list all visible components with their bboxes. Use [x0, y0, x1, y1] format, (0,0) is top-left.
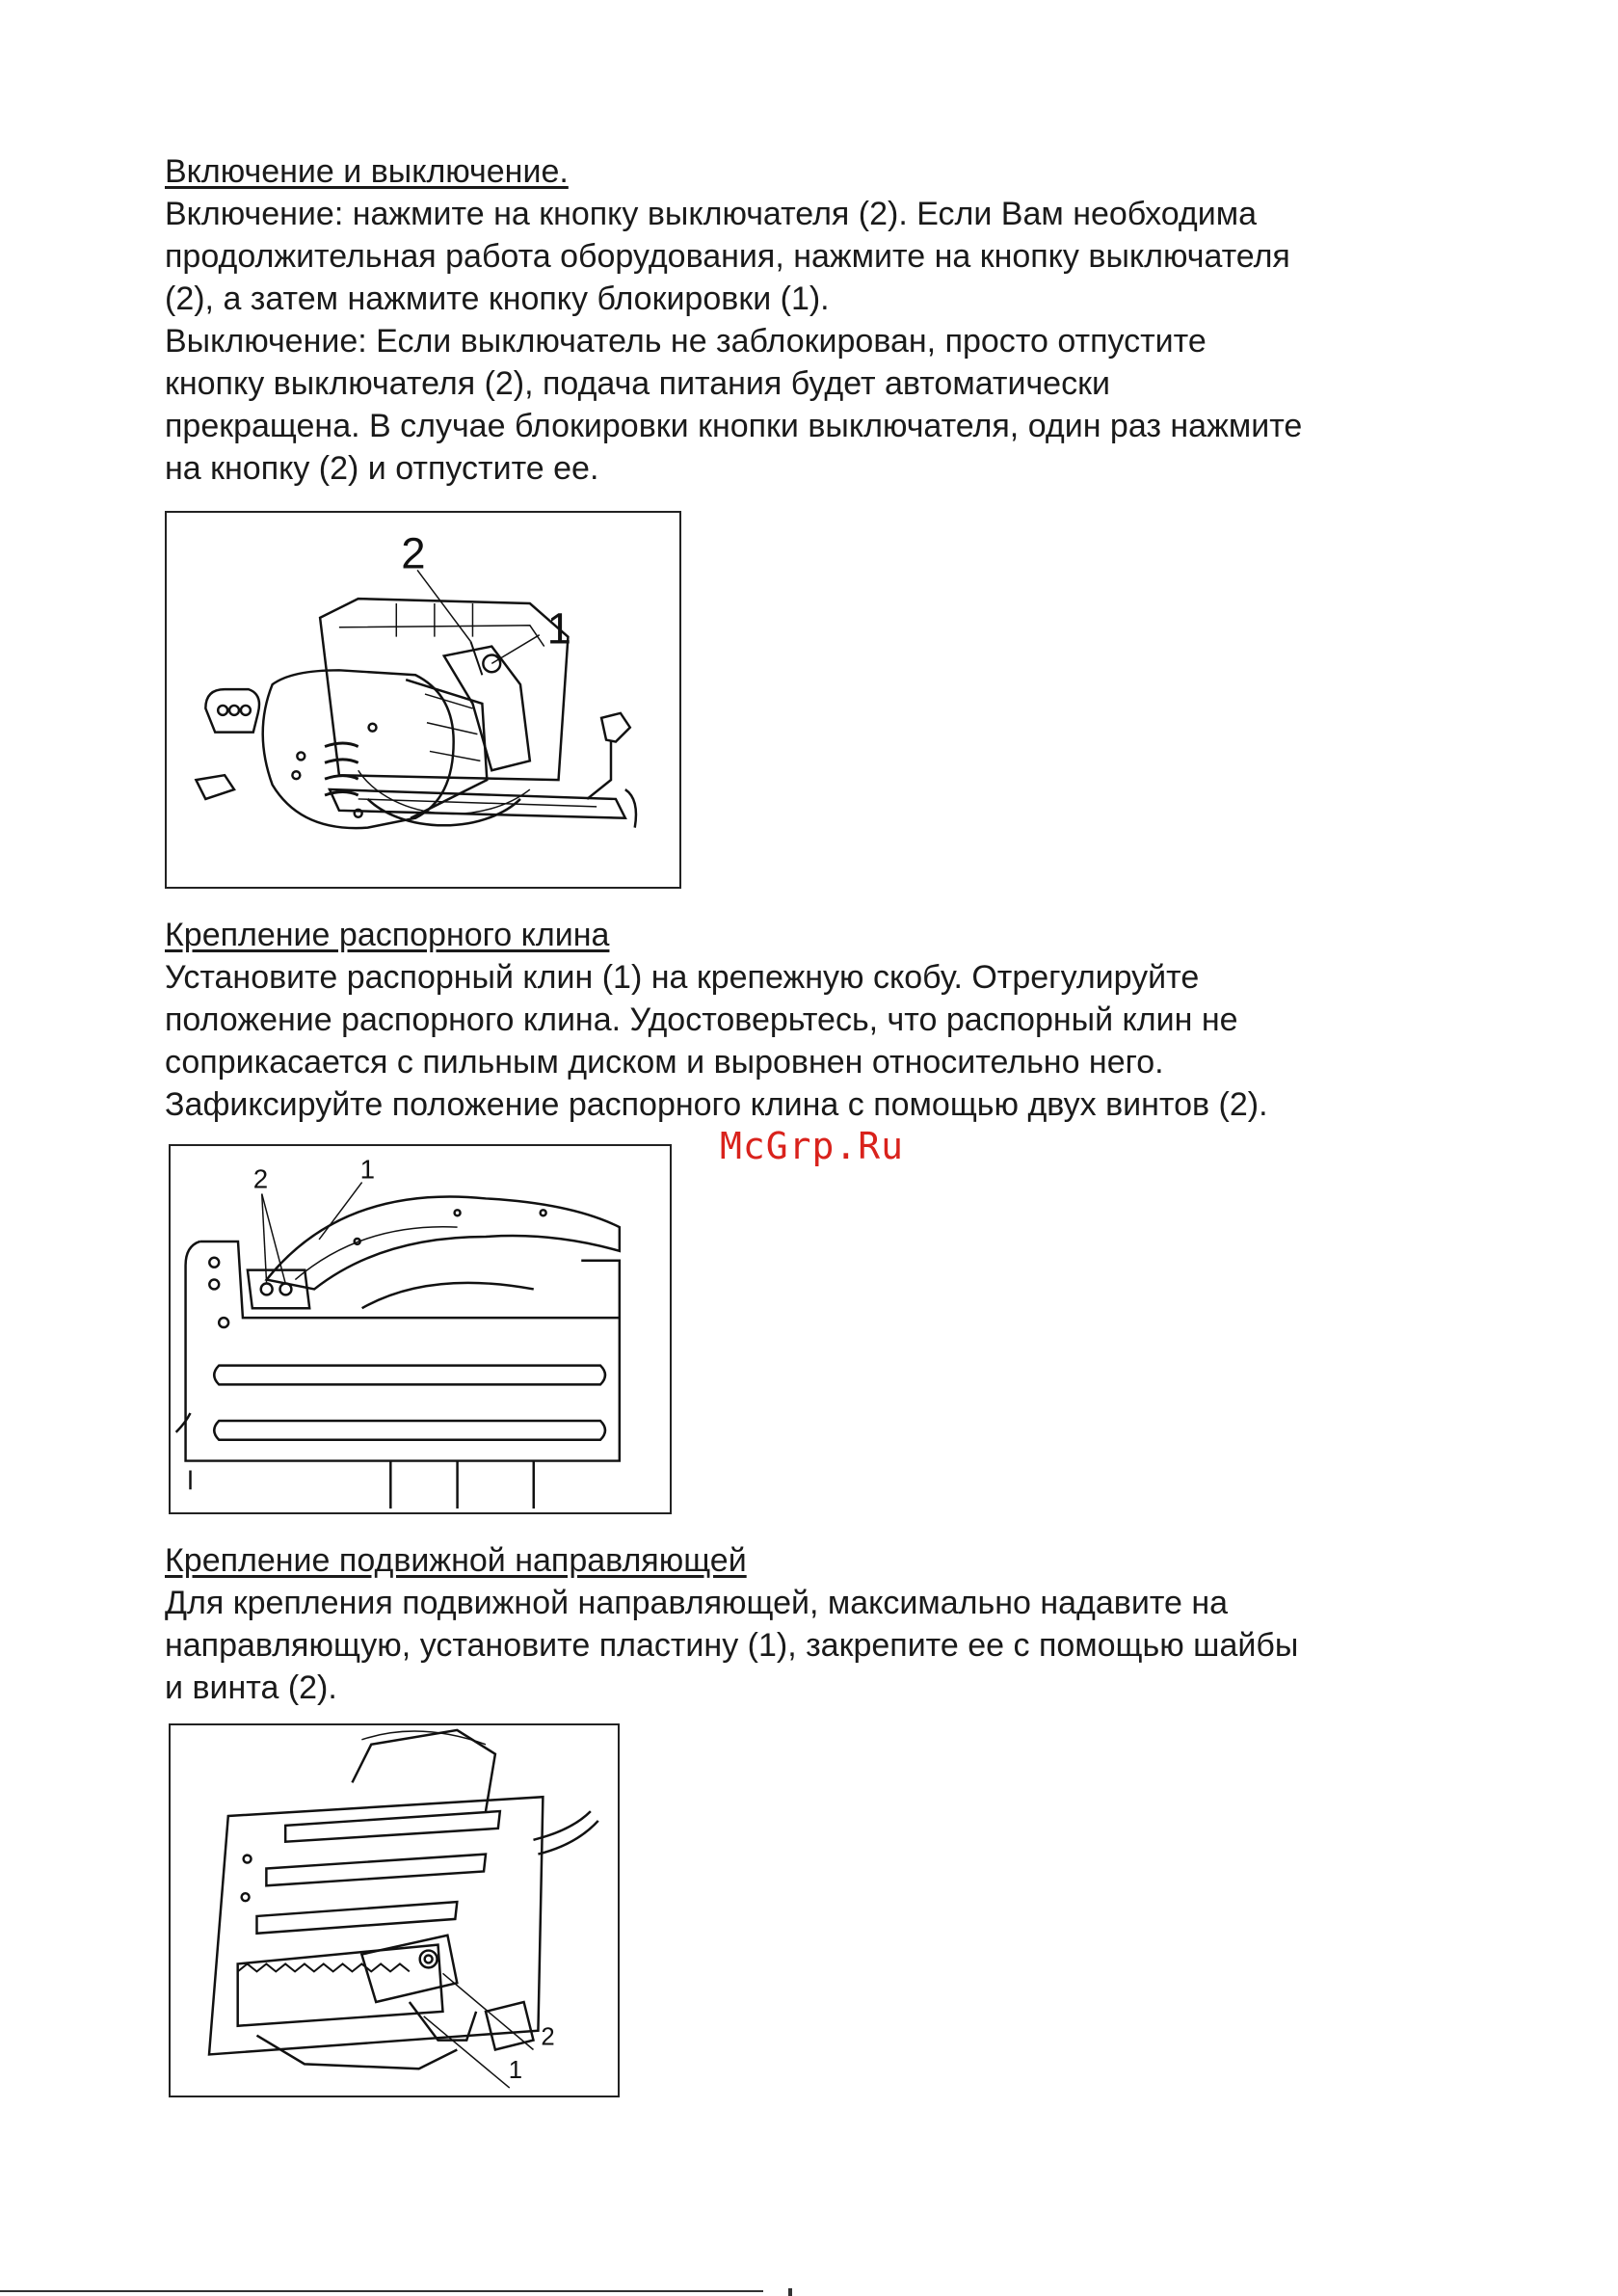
- text-line: прекращена. В случае блокировки кнопки выключателя, один раз нажмите: [165, 408, 1303, 444]
- text-line: и винта (2).: [165, 1669, 337, 1706]
- text-line: на кнопку (2) и отпустите ее.: [165, 450, 599, 487]
- section-riving-knife: [165, 914, 1495, 1126]
- section-guide: [165, 1539, 1495, 1709]
- text-line: направляющую, установите пластину (1), закрепите ее с помощью шайбы: [165, 1627, 1299, 1664]
- text-line: Выключение: Если выключатель не заблокирован, просто отпустите: [165, 323, 1207, 360]
- footer-mark: [788, 2288, 792, 2296]
- section-heading-guide: Крепление подвижной направляющей: [165, 1542, 747, 1579]
- figure-movable-guide: [169, 1723, 620, 2097]
- text-line: положение распорного клина. Удостоверьтесь, что распорный клин не: [165, 1001, 1238, 1038]
- movable-guide-illustration: [171, 1725, 618, 2096]
- callout-1: 1: [546, 603, 572, 654]
- section-text-switch: [165, 193, 1495, 490]
- riving-knife-illustration: [171, 1146, 670, 1512]
- figure-riving-knife: [169, 1144, 672, 1514]
- section-switch: [165, 150, 1495, 490]
- saw-switch-illustration: [167, 513, 679, 887]
- text-line: Для крепления подвижной направляющей, максимально надавите на: [165, 1585, 1229, 1621]
- text-line: (2), а затем нажмите кнопку блокировки (1).: [165, 280, 830, 317]
- callout-1: 1: [359, 1154, 376, 1185]
- section-heading-riving-knife: Крепление распорного клина: [165, 917, 610, 953]
- text-line: соприкасается с пильным диском и выровнен относительно него.: [165, 1044, 1164, 1081]
- footer-rule: [0, 2290, 763, 2292]
- callout-2: 2: [252, 1163, 269, 1194]
- section-text-riving-knife: [165, 956, 1495, 1126]
- text-line: кнопку выключателя (2), подача питания будет автоматически: [165, 365, 1110, 402]
- callout-2: 2: [401, 528, 426, 578]
- text-line: продолжительная работа оборудования, нажмите на кнопку выключателя: [165, 238, 1290, 275]
- figure-switch-saw: [165, 511, 681, 889]
- section-text-guide: [165, 1582, 1495, 1709]
- watermark: McGrp.Ru: [720, 1125, 905, 1167]
- text-line: Включение: нажмите на кнопку выключателя (2). Если Вам необходима: [165, 196, 1258, 232]
- section-heading-switch: Включение и выключение.: [165, 153, 569, 190]
- callout-1: 1: [508, 2057, 523, 2085]
- callout-2: 2: [541, 2023, 555, 2051]
- text-line: Установите распорный клин (1) на крепежную скобу. Отрегулируйте: [165, 959, 1200, 996]
- text-line: Зафиксируйте положение распорного клина с помощью двух винтов (2).: [165, 1086, 1268, 1123]
